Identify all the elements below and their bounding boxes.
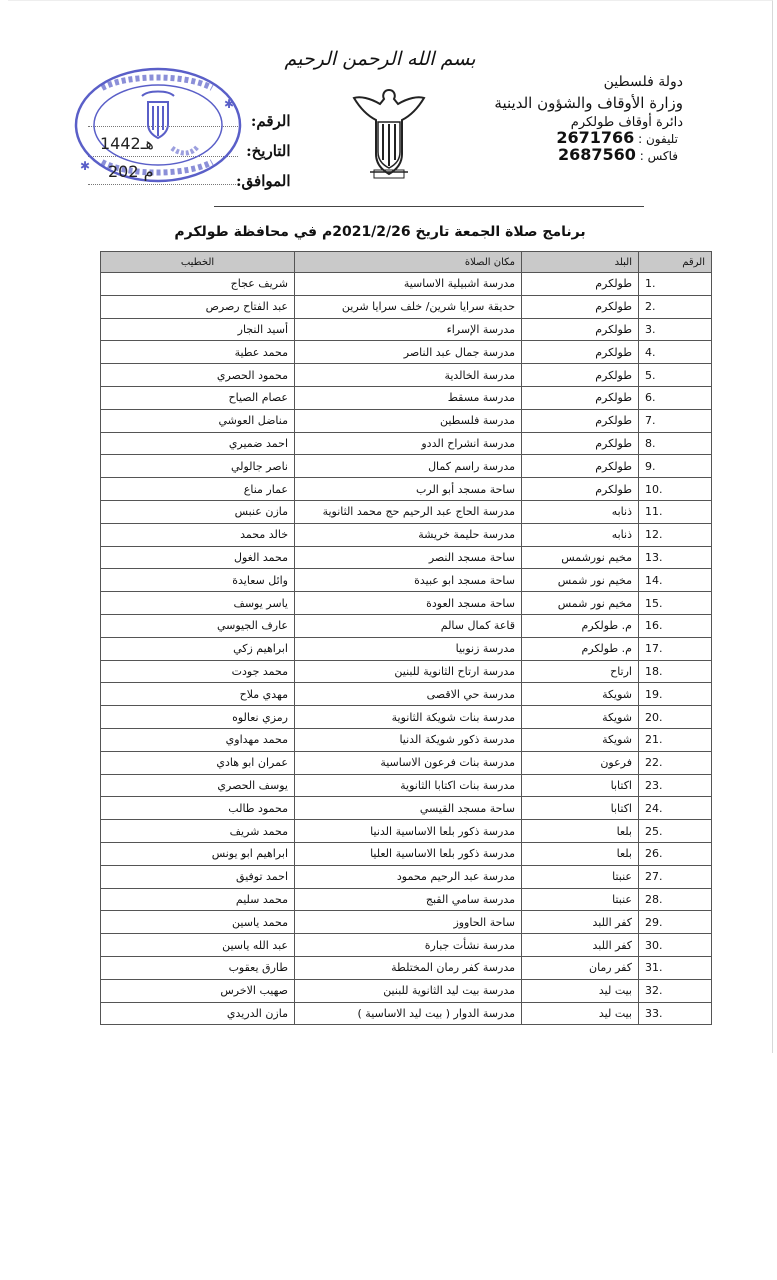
org-state: دولة فلسطين [603, 74, 683, 90]
row-town: طولكرم [522, 318, 639, 341]
row-town: طولكرم [522, 386, 639, 409]
row-preacher: رمزي نعالوه [101, 706, 295, 729]
row-prayer-location: مدرسة ارتاح الثانوية للبنين [295, 660, 522, 683]
table-row [101, 614, 712, 637]
row-prayer-location: مدرسة الدوار ( بيت ليد الاساسية ) [295, 1002, 522, 1025]
row-number: 8. [639, 432, 712, 455]
row-preacher: ابراهيم زكي [101, 637, 295, 660]
row-town: كفر اللبد [522, 934, 639, 957]
row-prayer-location: مدرسة نشأت جبارة [295, 934, 522, 957]
row-prayer-location: مدرسة جمال عبد الناصر [295, 341, 522, 364]
row-preacher: محمد سليم [101, 888, 295, 911]
table-row [101, 295, 712, 318]
row-number: 7. [639, 409, 712, 432]
row-prayer-location: ساحة مسجد النصر [295, 546, 522, 569]
row-town: مخيم نور شمس [522, 569, 639, 592]
row-town: اكتابا [522, 774, 639, 797]
row-town: ارتاح [522, 660, 639, 683]
row-preacher: عمران ابو هادي [101, 751, 295, 774]
table-row [101, 409, 712, 432]
friday-prayer-schedule-table [100, 251, 712, 1025]
row-preacher: عصام الصياح [101, 386, 295, 409]
row-number: 27. [639, 865, 712, 888]
row-preacher: احمد توفيق [101, 865, 295, 888]
row-number: 6. [639, 386, 712, 409]
row-town: شويكة [522, 706, 639, 729]
row-preacher: مهدي ملاح [101, 683, 295, 706]
table-row [101, 797, 712, 820]
header-preacher: الخطيب [101, 252, 295, 273]
row-preacher: مناضل العوشي [101, 409, 295, 432]
header-divider [214, 206, 644, 207]
row-number: 17. [639, 637, 712, 660]
row-prayer-location: ساحة مسجد العودة [295, 592, 522, 615]
row-preacher: احمد ضميري [101, 432, 295, 455]
phone-number: 2671766 [556, 128, 635, 147]
row-preacher: ياسر يوسف [101, 592, 295, 615]
row-town: مخيم نورشمس [522, 546, 639, 569]
row-number: 5. [639, 364, 712, 387]
row-prayer-location: مدرسة مسقط [295, 386, 522, 409]
svg-text:✱: ✱ [80, 159, 91, 173]
fax-number: 2687560 [557, 145, 636, 164]
table-row [101, 432, 712, 455]
table-row [101, 706, 712, 729]
official-stamp-icon [72, 66, 242, 184]
row-town: عنبتا [522, 888, 639, 911]
row-prayer-location: قاعة كمال سالم [295, 614, 522, 637]
row-preacher: محمد جودت [101, 660, 295, 683]
row-town: م. طولكرم [522, 614, 639, 637]
row-prayer-location: مدرسة سامي القبج [295, 888, 522, 911]
row-prayer-location: مدرسة ذكور شويكة الدنيا [295, 728, 522, 751]
row-prayer-location: مدرسة بنات فرعون الاساسية [295, 751, 522, 774]
row-town: طولكرم [522, 432, 639, 455]
row-town: كفر اللبد [522, 911, 639, 934]
row-number: 14. [639, 569, 712, 592]
page-margin [0, 1052, 8, 1280]
table-row [101, 273, 712, 296]
ref-label: الرقم: [250, 112, 291, 130]
row-town: طولكرم [522, 455, 639, 478]
row-prayer-location: حديقة سرايا شرين/ خلف سرايا شرين [295, 295, 522, 318]
row-number: 12. [639, 523, 712, 546]
row-number: 3. [639, 318, 712, 341]
row-town: طولكرم [522, 409, 639, 432]
basmala: بسم الله الرحمن الرحيم [284, 48, 476, 70]
table-row [101, 865, 712, 888]
row-town: ذنابه [522, 500, 639, 523]
row-prayer-location: مدرسة عبد الرحيم محمود [295, 865, 522, 888]
row-preacher: محمد عطية [101, 341, 295, 364]
row-number: 2. [639, 295, 712, 318]
row-number: 19. [639, 683, 712, 706]
table-row [101, 500, 712, 523]
row-preacher: ابراهيم ابو يونس [101, 842, 295, 865]
row-prayer-location: مدرسة حي الاقصى [295, 683, 522, 706]
row-town: فرعون [522, 751, 639, 774]
table-row [101, 934, 712, 957]
row-town: بيت ليد [522, 979, 639, 1002]
row-preacher: أسيد النجار [101, 318, 295, 341]
row-town: طولكرم [522, 273, 639, 296]
row-preacher: محمد ياسين [101, 911, 295, 934]
row-number: 23. [639, 774, 712, 797]
row-town: بلعا [522, 842, 639, 865]
table-row [101, 683, 712, 706]
row-number: 16. [639, 614, 712, 637]
table-row [101, 956, 712, 979]
row-number: 25. [639, 820, 712, 843]
row-town: بلعا [522, 820, 639, 843]
row-town: كفر رمان [522, 956, 639, 979]
row-preacher: محمد مهداوي [101, 728, 295, 751]
table-row [101, 774, 712, 797]
row-prayer-location: مدرسة انشراح الددو [295, 432, 522, 455]
row-number: 33. [639, 1002, 712, 1025]
table-row [101, 546, 712, 569]
row-prayer-location: مدرسة ذكور بلعا الاساسية الدنيا [295, 820, 522, 843]
fax-label: فاكس : [639, 149, 678, 163]
row-prayer-location: مدرسة حليمة خريشة [295, 523, 522, 546]
row-number: 30. [639, 934, 712, 957]
corresponding-label: الموافق: [236, 172, 291, 190]
row-town: طولكرم [522, 295, 639, 318]
row-preacher: مازن عنبس [101, 500, 295, 523]
row-prayer-location: مدرسة كفر رمان المختلطة [295, 956, 522, 979]
row-prayer-location: ساحة مسجد القيسي [295, 797, 522, 820]
row-number: 28. [639, 888, 712, 911]
row-town: عنبتا [522, 865, 639, 888]
table-row [101, 637, 712, 660]
header-prayer-location: مكان الصلاة [295, 252, 522, 273]
row-prayer-location: مدرسة راسم كمال [295, 455, 522, 478]
table-row [101, 592, 712, 615]
table-row [101, 751, 712, 774]
row-prayer-location: ساحة الحاووز [295, 911, 522, 934]
row-preacher: وائل سعايدة [101, 569, 295, 592]
row-preacher: ناصر جالولي [101, 455, 295, 478]
row-preacher: محمد شريف [101, 820, 295, 843]
svg-text:✱: ✱ [224, 97, 235, 111]
row-prayer-location: ساحة مسجد أبو الرب [295, 478, 522, 501]
row-number: 18. [639, 660, 712, 683]
row-town: شويكة [522, 728, 639, 751]
row-prayer-location: مدرسة اشبيلية الاساسية [295, 273, 522, 296]
table-row [101, 478, 712, 501]
row-town: مخيم نور شمس [522, 592, 639, 615]
table-row [101, 318, 712, 341]
row-number: 29. [639, 911, 712, 934]
row-prayer-location: مدرسة بيت ليد الثانوية للبنين [295, 979, 522, 1002]
table-row [101, 341, 712, 364]
row-number: 9. [639, 455, 712, 478]
row-preacher: محمد الغول [101, 546, 295, 569]
table-row [101, 820, 712, 843]
row-preacher: مازن الدريدي [101, 1002, 295, 1025]
date-gregorian-value: 202 م [108, 162, 154, 181]
header-number: الرقم [639, 252, 712, 273]
row-town: شويكة [522, 683, 639, 706]
row-preacher: عبد الفتاح رصرص [101, 295, 295, 318]
row-prayer-location: ساحة مسجد ابو عبيدة [295, 569, 522, 592]
reference-block [236, 106, 291, 196]
organization-block [494, 72, 683, 132]
row-town: طولكرم [522, 478, 639, 501]
eagle-emblem-icon [350, 84, 428, 184]
row-preacher: خالد محمد [101, 523, 295, 546]
row-prayer-location: مدرسة بنات شويكة الثانوية [295, 706, 522, 729]
row-town: طولكرم [522, 341, 639, 364]
table-row [101, 911, 712, 934]
table-row [101, 842, 712, 865]
row-preacher: محمود طالب [101, 797, 295, 820]
row-preacher: يوسف الحصري [101, 774, 295, 797]
corresponding-dotted-line [88, 184, 238, 185]
row-number: 20. [639, 706, 712, 729]
table-row [101, 728, 712, 751]
row-number: 10. [639, 478, 712, 501]
table-row [101, 523, 712, 546]
row-number: 31. [639, 956, 712, 979]
row-number: 32. [639, 979, 712, 1002]
row-number: 24. [639, 797, 712, 820]
document-title: برنامج صلاة الجمعة تاريخ 2021/2/26م في محافظة طولكرم [174, 224, 586, 240]
table-row [101, 888, 712, 911]
row-prayer-location: مدرسة الإسراء [295, 318, 522, 341]
row-town: ذنابه [522, 523, 639, 546]
row-prayer-location: مدرسة الخالدية [295, 364, 522, 387]
row-prayer-location: مدرسة ذكور بلعا الاساسية العليا [295, 842, 522, 865]
table-row [101, 386, 712, 409]
row-prayer-location: مدرسة الحاج عبد الرحيم حج محمد الثانوية [295, 500, 522, 523]
row-preacher: طارق يعقوب [101, 956, 295, 979]
table-row [101, 1002, 712, 1025]
row-number: 13. [639, 546, 712, 569]
row-preacher: عبد الله ياسين [101, 934, 295, 957]
row-prayer-location: مدرسة فلسطين [295, 409, 522, 432]
row-town: اكتابا [522, 797, 639, 820]
header-town: البلد [522, 252, 639, 273]
row-town: م. طولكرم [522, 637, 639, 660]
row-number: 1. [639, 273, 712, 296]
row-number: 11. [639, 500, 712, 523]
phone-label: تليفون : [638, 132, 678, 146]
row-prayer-location: مدرسة زنوبيا [295, 637, 522, 660]
row-preacher: صهيب الاخرس [101, 979, 295, 1002]
date-label: التاريخ: [246, 142, 291, 160]
row-number: 4. [639, 341, 712, 364]
table-row [101, 569, 712, 592]
row-prayer-location: مدرسة بنات اكتابا الثانوية [295, 774, 522, 797]
row-number: 22. [639, 751, 712, 774]
row-town: طولكرم [522, 364, 639, 387]
row-town: بيت ليد [522, 1002, 639, 1025]
table-row [101, 979, 712, 1002]
row-preacher: محمود الحصري [101, 364, 295, 387]
row-preacher: شريف عجاج [101, 273, 295, 296]
row-number: 21. [639, 728, 712, 751]
row-number: 26. [639, 842, 712, 865]
table-row [101, 364, 712, 387]
org-directorate: دائرة أوقاف طولكرم [570, 115, 683, 130]
date-hijri-value: 1442هـ [100, 134, 154, 153]
table-header-row [101, 252, 712, 273]
contact-block [548, 130, 678, 164]
table-row [101, 455, 712, 478]
table-row [101, 660, 712, 683]
row-preacher: عمار مناع [101, 478, 295, 501]
row-preacher: عارف الجيوسي [101, 614, 295, 637]
row-number: 15. [639, 592, 712, 615]
org-ministry: وزارة الأوقاف والشؤون الدينية [494, 94, 683, 112]
